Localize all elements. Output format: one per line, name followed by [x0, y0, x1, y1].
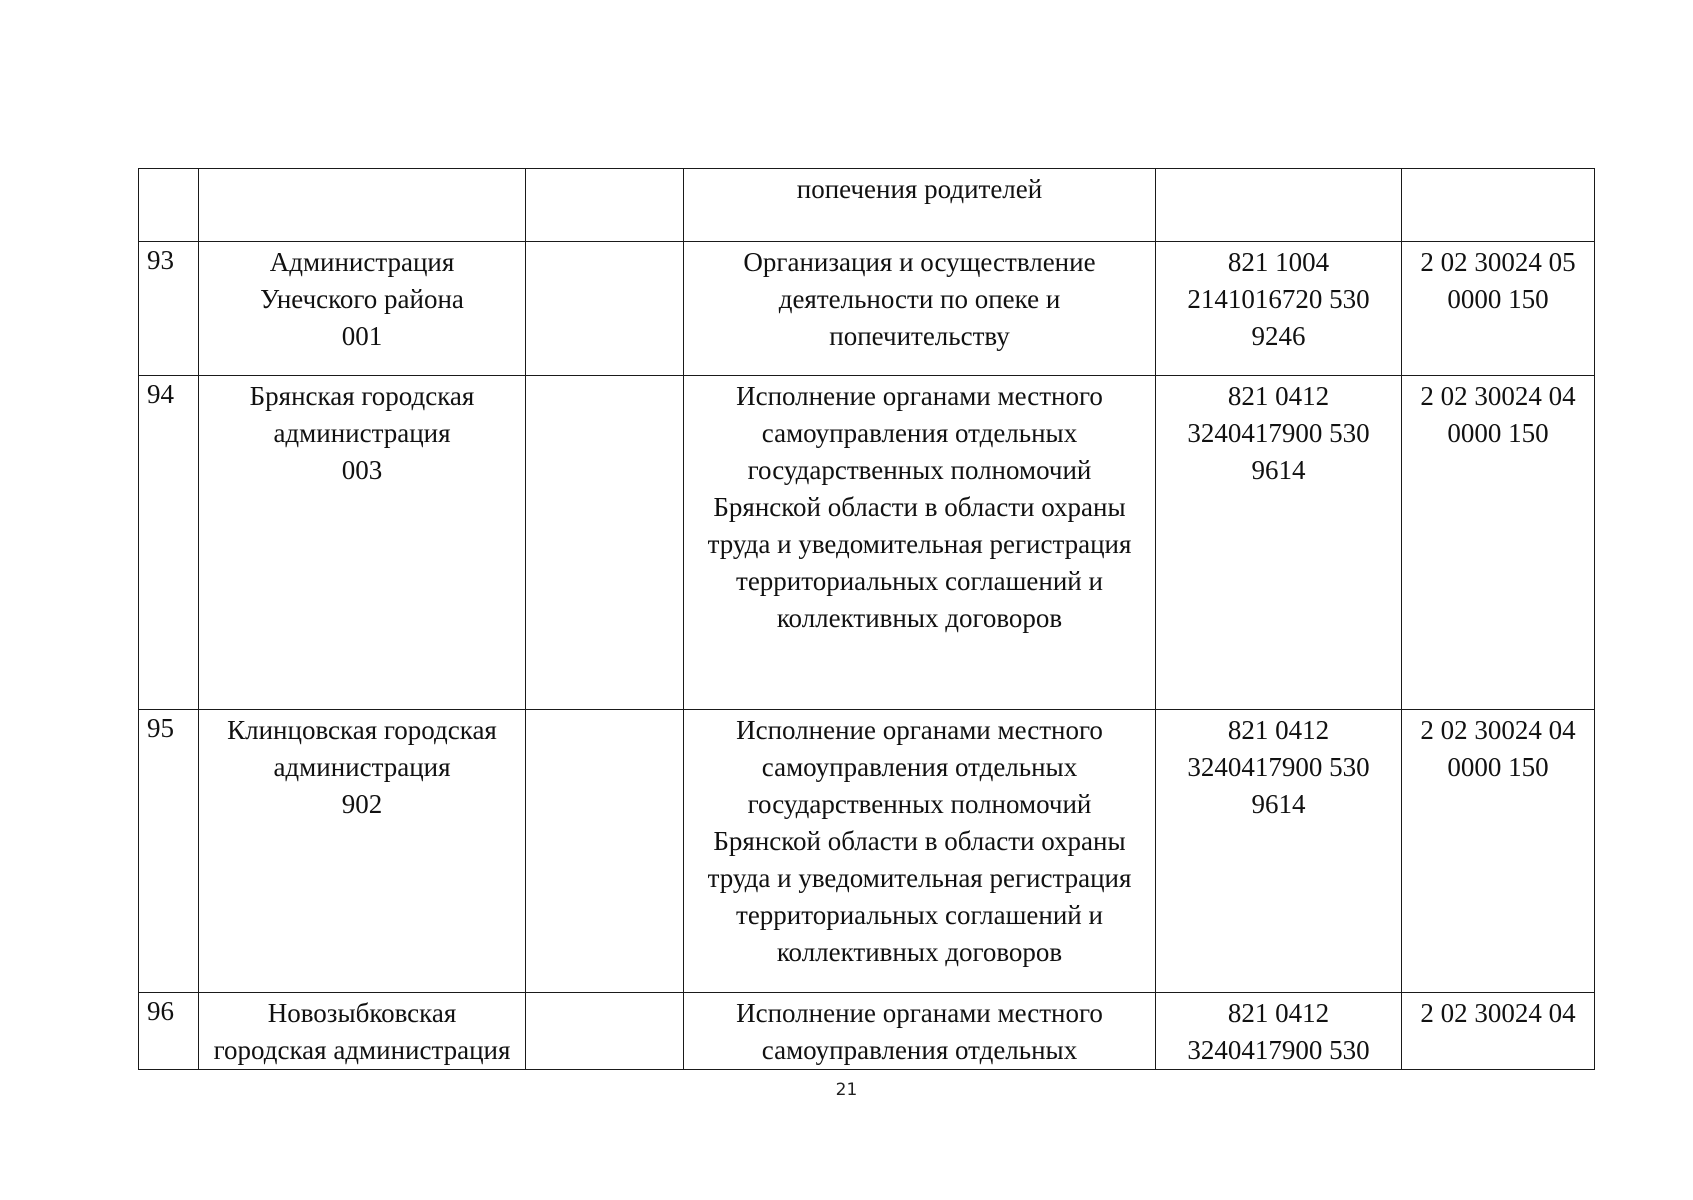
row-number: 93 [139, 242, 199, 376]
table-row [139, 242, 1595, 376]
description-line: Исполнение органами местного [736, 381, 1103, 411]
organization-cell [199, 993, 526, 1070]
empty-cell [526, 993, 684, 1070]
organization-line: 902 [341, 789, 383, 819]
table-row [139, 376, 1595, 710]
description-line: самоуправления отдельных [761, 752, 1078, 782]
expense-code-line: 3240417900 530 [1187, 1035, 1370, 1065]
income-code-cell [1402, 993, 1595, 1070]
description-cell [684, 710, 1156, 993]
description-cell [684, 376, 1156, 710]
organization-line: администрация [273, 752, 451, 782]
row-number: 95 [139, 710, 199, 993]
description-line: самоуправления отдельных [761, 418, 1078, 448]
income-code-cell [1402, 242, 1595, 376]
description-line: Организация и осуществление [743, 247, 1096, 277]
expense-code-cell [1156, 242, 1402, 376]
organization-cell [199, 710, 526, 993]
description-line: Брянской области в области охраны [713, 826, 1126, 856]
description-line: труда и уведомительная регистрация [707, 529, 1132, 559]
description-line: деятельности по опеке и [778, 284, 1061, 314]
organization-line: Унечского района [260, 284, 464, 314]
row-number [139, 169, 199, 242]
description-line: государственных полномочий [747, 789, 1092, 819]
table-row [139, 169, 1595, 242]
description-line: государственных полномочий [747, 455, 1092, 485]
empty-cell [526, 242, 684, 376]
expense-code-line: 3240417900 530 [1187, 752, 1370, 782]
expense-code-line: 3240417900 530 [1187, 418, 1370, 448]
income-code-line: 2 02 30024 05 [1420, 247, 1576, 277]
income-code-line: 0000 150 [1447, 418, 1549, 448]
income-code-cell [1402, 710, 1595, 993]
income-code-line: 2 02 30024 04 [1420, 715, 1576, 745]
expense-code-line: 9614 [1251, 455, 1306, 485]
description-line: Исполнение органами местного [736, 715, 1103, 745]
expense-code-line: 821 0412 [1227, 715, 1330, 745]
description-line: коллективных договоров [776, 603, 1063, 633]
income-code-line: 2 02 30024 04 [1420, 998, 1576, 1028]
expense-code-line: 821 0412 [1227, 998, 1330, 1028]
description-cell [684, 242, 1156, 376]
expense-code-cell [1156, 169, 1402, 242]
table-row [139, 993, 1595, 1070]
description-line: территориальных соглашений и [736, 900, 1103, 930]
description-line: территориальных соглашений и [736, 566, 1103, 596]
organization-line: 003 [341, 455, 383, 485]
description-line: Брянской области в области охраны [713, 492, 1126, 522]
expense-code-line: 2141016720 530 [1187, 284, 1370, 314]
description-line: попечительству [829, 321, 1010, 351]
income-code-cell [1402, 169, 1595, 242]
organization-line: Брянская городская [249, 381, 475, 411]
expense-code-cell [1156, 993, 1402, 1070]
empty-cell [526, 169, 684, 242]
expense-code-cell [1156, 376, 1402, 710]
expense-code-line: 9246 [1251, 321, 1306, 351]
description-line: коллективных договоров [776, 937, 1063, 967]
income-code-line: 0000 150 [1447, 284, 1549, 314]
organization-cell [199, 169, 526, 242]
empty-cell [526, 376, 684, 710]
expense-code-line: 9614 [1251, 789, 1306, 819]
organization-line: Администрация [269, 247, 455, 277]
row-number: 96 [139, 993, 199, 1070]
description-line: Исполнение органами местного [736, 998, 1103, 1028]
table-row [139, 710, 1595, 993]
description-line: труда и уведомительная регистрация [707, 863, 1132, 893]
expense-code-cell [1156, 710, 1402, 993]
expense-code-line: 821 1004 [1227, 247, 1330, 277]
income-code-line: 0000 150 [1447, 752, 1549, 782]
description-cell [684, 169, 1156, 242]
expense-code-line: 821 0412 [1227, 381, 1330, 411]
income-code-line: 2 02 30024 04 [1420, 381, 1576, 411]
row-number: 94 [139, 376, 199, 710]
description-line: самоуправления отдельных [761, 1035, 1078, 1065]
organization-line: 001 [341, 321, 383, 351]
page-number: 21 [835, 1080, 858, 1100]
budget-table [138, 168, 1595, 1070]
organization-cell [199, 376, 526, 710]
organization-line: Новозыбковская [267, 998, 457, 1028]
organization-cell [199, 242, 526, 376]
empty-cell [526, 710, 684, 993]
description-cell [684, 993, 1156, 1070]
organization-line: городская администрация [213, 1035, 511, 1065]
description-line: попечения родителей [796, 174, 1043, 204]
income-code-cell [1402, 376, 1595, 710]
organization-line: администрация [273, 418, 451, 448]
organization-line: Клинцовская городская [227, 715, 497, 745]
